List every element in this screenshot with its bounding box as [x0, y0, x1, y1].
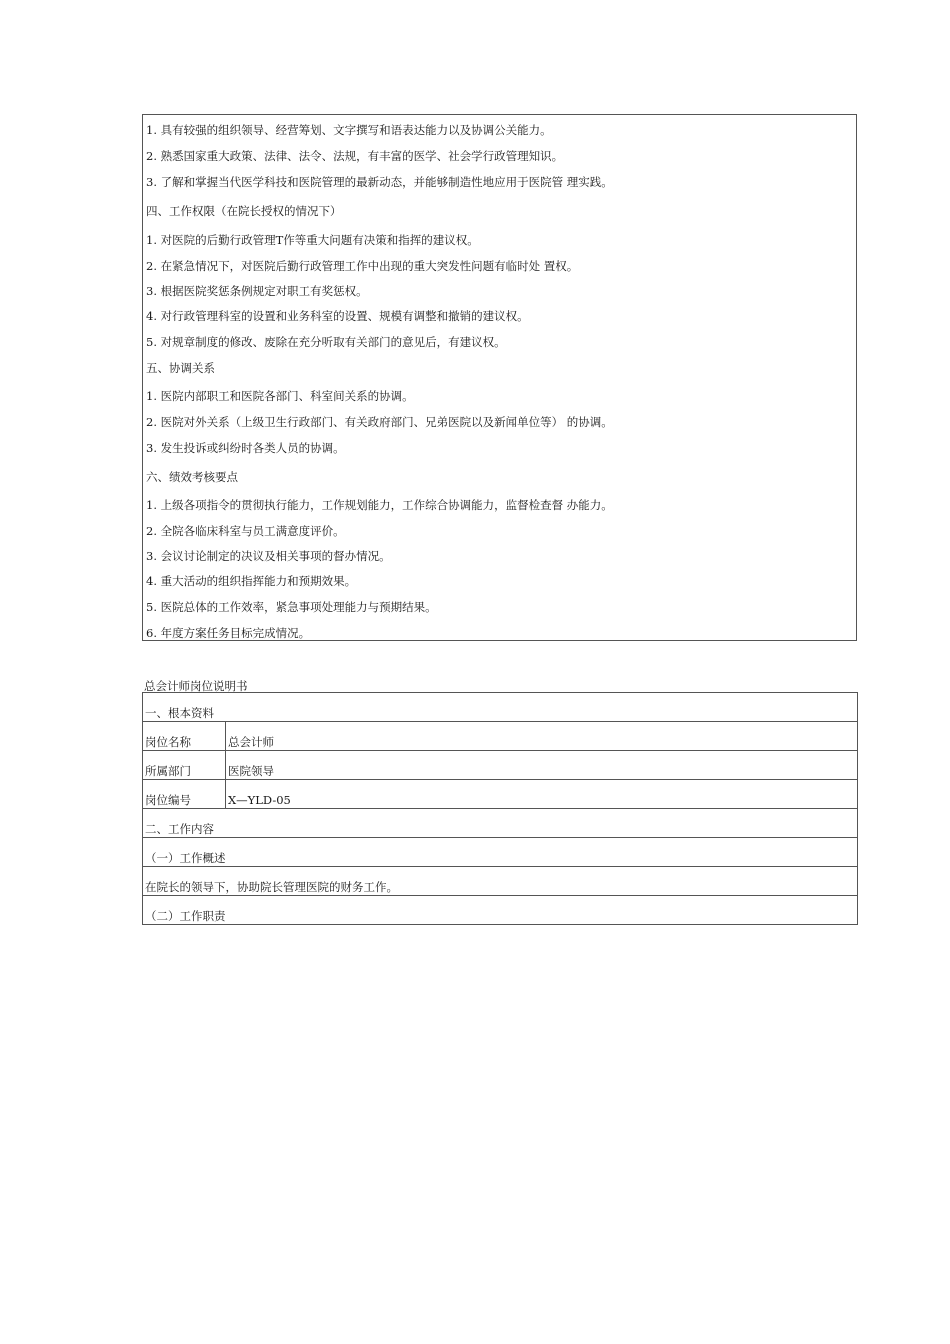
text-line: 4. 对行政管理科室的设置和业务科室的设置、规模有调整和撤销的建议权。: [146, 309, 529, 323]
subsection-heading: （一）工作概述: [143, 838, 858, 867]
text-line: 2. 在紧急情况下，对医院后勤行政管理工作中出现的重大突发性问题有临时处 置权。: [146, 259, 579, 273]
document-title: 总会计师岗位说明书: [144, 679, 248, 693]
field-label: 所属部门: [143, 751, 226, 780]
text-line: 1. 对医院的后勤行政管理T作等重大问题有决策和指挥的建议权。: [146, 233, 479, 247]
section-heading: 五、协调关系: [146, 361, 215, 375]
table-row: [143, 896, 858, 925]
section-heading: 一、根本资料: [143, 693, 858, 722]
section-heading: 六、绩效考核要点: [146, 470, 238, 484]
text-line: 3. 了解和掌握当代医学科技和医院管理的最新动态，并能够制造性地应用于医院管 理实践。: [146, 175, 613, 189]
text-line: 1. 具有较强的组织领导、经营筹划、文字撰写和语表达能力以及协调公关能力。: [146, 123, 552, 137]
text-line: 2. 全院各临床科室与员工满意度评价。: [146, 524, 345, 538]
job-requirements-box: [142, 114, 857, 641]
text-line: 1. 上级各项指令的贯彻执行能力，工作规划能力，工作综合协调能力，监督检查督 办能力。: [146, 498, 613, 512]
section-heading: 四、工作权限（在院长授权的情况下）: [146, 204, 342, 218]
table-row: [143, 867, 858, 896]
table-row: [143, 838, 858, 867]
text-line: 3. 会议讨论制定的决议及相关事项的督办情况。: [146, 549, 391, 563]
field-label: 岗位编号: [143, 780, 226, 809]
job-info-table: [142, 692, 858, 925]
table-row: [143, 809, 858, 838]
field-value: X—YLD-05: [226, 780, 858, 809]
table-row: [143, 722, 858, 751]
section-heading: 二、工作内容: [143, 809, 858, 838]
text-line: 5. 对规章制度的修改、废除在充分听取有关部门的意见后，有建议权。: [146, 335, 506, 349]
field-value: 总会计师: [226, 722, 858, 751]
table-row: [143, 751, 858, 780]
text-line: 3. 发生投诉或纠纷时各类人员的协调。: [146, 441, 345, 455]
text-line: 4. 重大活动的组织指挥能力和预期效果。: [146, 574, 357, 588]
text-line: 2. 熟悉国家重大政策、法律、法令、法规，有丰富的医学、社会学行政管理知识。: [146, 149, 564, 163]
overview-text: 在院长的领导下，协助院长管理医院的财务工作。: [143, 867, 858, 896]
table-row: [143, 693, 858, 722]
text-line: 5. 医院总体的工作效率，紧急事项处理能力与预期结果。: [146, 600, 437, 614]
text-line: 6. 年度方案任务目标完成情况。: [146, 626, 311, 640]
table-row: [143, 780, 858, 809]
subsection-heading: （二）工作职责: [143, 896, 858, 925]
text-line: 1. 医院内部职工和医院各部门、科室间关系的协调。: [146, 389, 414, 403]
field-label: 岗位名称: [143, 722, 226, 751]
text-line: 2. 医院对外关系（上级卫生行政部门、有关政府部门、兄弟医院以及新闻单位等） 的协调。: [146, 415, 613, 429]
field-value: 医院领导: [226, 751, 858, 780]
text-line: 3. 根据医院奖惩条例规定对职工有奖惩权。: [146, 284, 368, 298]
